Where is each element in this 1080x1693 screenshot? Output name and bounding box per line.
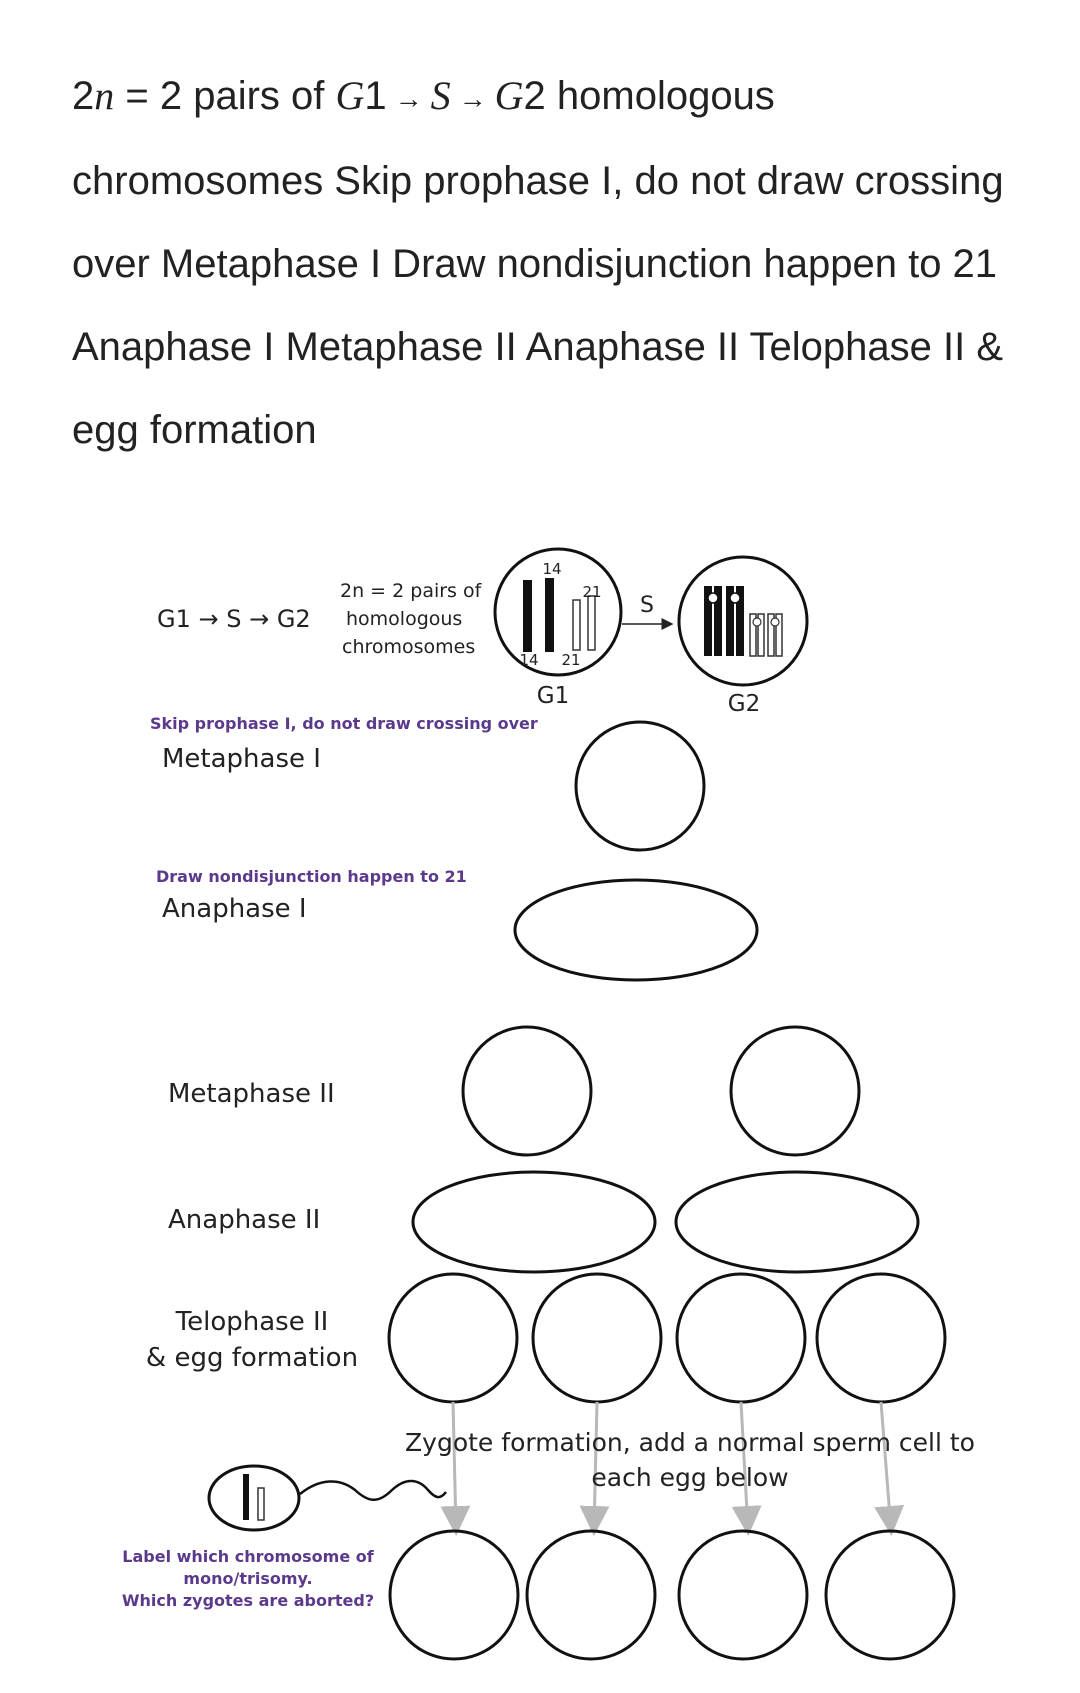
telophase-2-label-line-1: Telophase II bbox=[175, 1307, 329, 1337]
anaphase-1-label: Anaphase I bbox=[162, 894, 307, 924]
chromosome-21-a bbox=[573, 600, 580, 650]
telophase-2-label-line-2: & egg formation bbox=[145, 1343, 359, 1373]
s-label: S bbox=[640, 593, 654, 618]
pairs-line-3: chromosomes bbox=[342, 636, 476, 658]
zygote-text-line-2: each egg below bbox=[591, 1463, 789, 1492]
chromosome-14-b bbox=[545, 578, 554, 652]
anaphase-2-cell-right bbox=[676, 1172, 918, 1272]
cycle-label: G1 → S → G2 bbox=[157, 605, 311, 633]
metaphase-1-label: Metaphase I bbox=[162, 744, 321, 774]
metaphase-2-cell-left bbox=[463, 1027, 591, 1155]
g1-top-21-label: 21 bbox=[582, 583, 602, 601]
metaphase-1-cell bbox=[576, 722, 704, 850]
arrow-to-zygote-1 bbox=[453, 1402, 456, 1530]
egg-cell-4 bbox=[817, 1274, 945, 1402]
chromosome-21-b bbox=[588, 596, 595, 650]
g1-cell bbox=[495, 549, 621, 675]
header-line-5: egg formation bbox=[72, 407, 317, 452]
g2-cell bbox=[679, 557, 807, 685]
zygote-cell-1 bbox=[390, 1531, 518, 1659]
question-line-2: mono/trisomy. bbox=[183, 1569, 313, 1588]
header-line-3: over Metaphase I Draw nondisjunction happen to 21 bbox=[72, 241, 998, 286]
g2-label: G2 bbox=[727, 691, 761, 717]
skip-prophase-note: Skip prophase I, do not draw crossing over bbox=[150, 714, 538, 733]
g1-label: G1 bbox=[536, 683, 570, 709]
chromosome-14-a bbox=[523, 580, 532, 652]
anaphase-2-label: Anaphase II bbox=[168, 1205, 321, 1235]
header-line-2: chromosomes Skip prophase I, do not draw crossing bbox=[72, 158, 1004, 203]
metaphase-2-cell-right bbox=[731, 1027, 859, 1155]
g1-top-14-label: 14 bbox=[542, 560, 562, 578]
g1-bottom-14-label: 14 bbox=[519, 651, 539, 669]
header-line-1: 2n = 2 pairs of G1 → S → G2 homologous bbox=[72, 73, 775, 118]
anaphase-2-cell-left bbox=[413, 1172, 655, 1272]
pairs-line-1: 2n = 2 pairs of bbox=[340, 580, 482, 602]
zygote-cell-2 bbox=[527, 1531, 655, 1659]
arrow-to-zygote-4 bbox=[881, 1402, 891, 1530]
zygote-cell-4 bbox=[826, 1531, 954, 1659]
question-line-1: Label which chromosome of bbox=[122, 1547, 374, 1566]
question-line-3: Which zygotes are aborted? bbox=[121, 1591, 375, 1610]
egg-cell-3 bbox=[677, 1274, 805, 1402]
anaphase-1-cell bbox=[515, 880, 757, 980]
sperm-cell bbox=[209, 1466, 446, 1530]
pairs-line-2: homologous bbox=[346, 608, 463, 630]
metaphase-2-label: Metaphase II bbox=[168, 1079, 335, 1109]
zygote-text-line-1: Zygote formation, add a normal sperm cell to bbox=[405, 1428, 975, 1457]
nondisjunction-note: Draw nondisjunction happen to 21 bbox=[156, 867, 467, 886]
header-line-4: Anaphase I Metaphase II Anaphase II Telophase II & bbox=[72, 324, 1004, 369]
egg-cell-2 bbox=[533, 1274, 661, 1402]
g1-bottom-21-label: 21 bbox=[561, 651, 581, 669]
zygote-cell-3 bbox=[679, 1531, 807, 1659]
egg-cell-1 bbox=[389, 1274, 517, 1402]
